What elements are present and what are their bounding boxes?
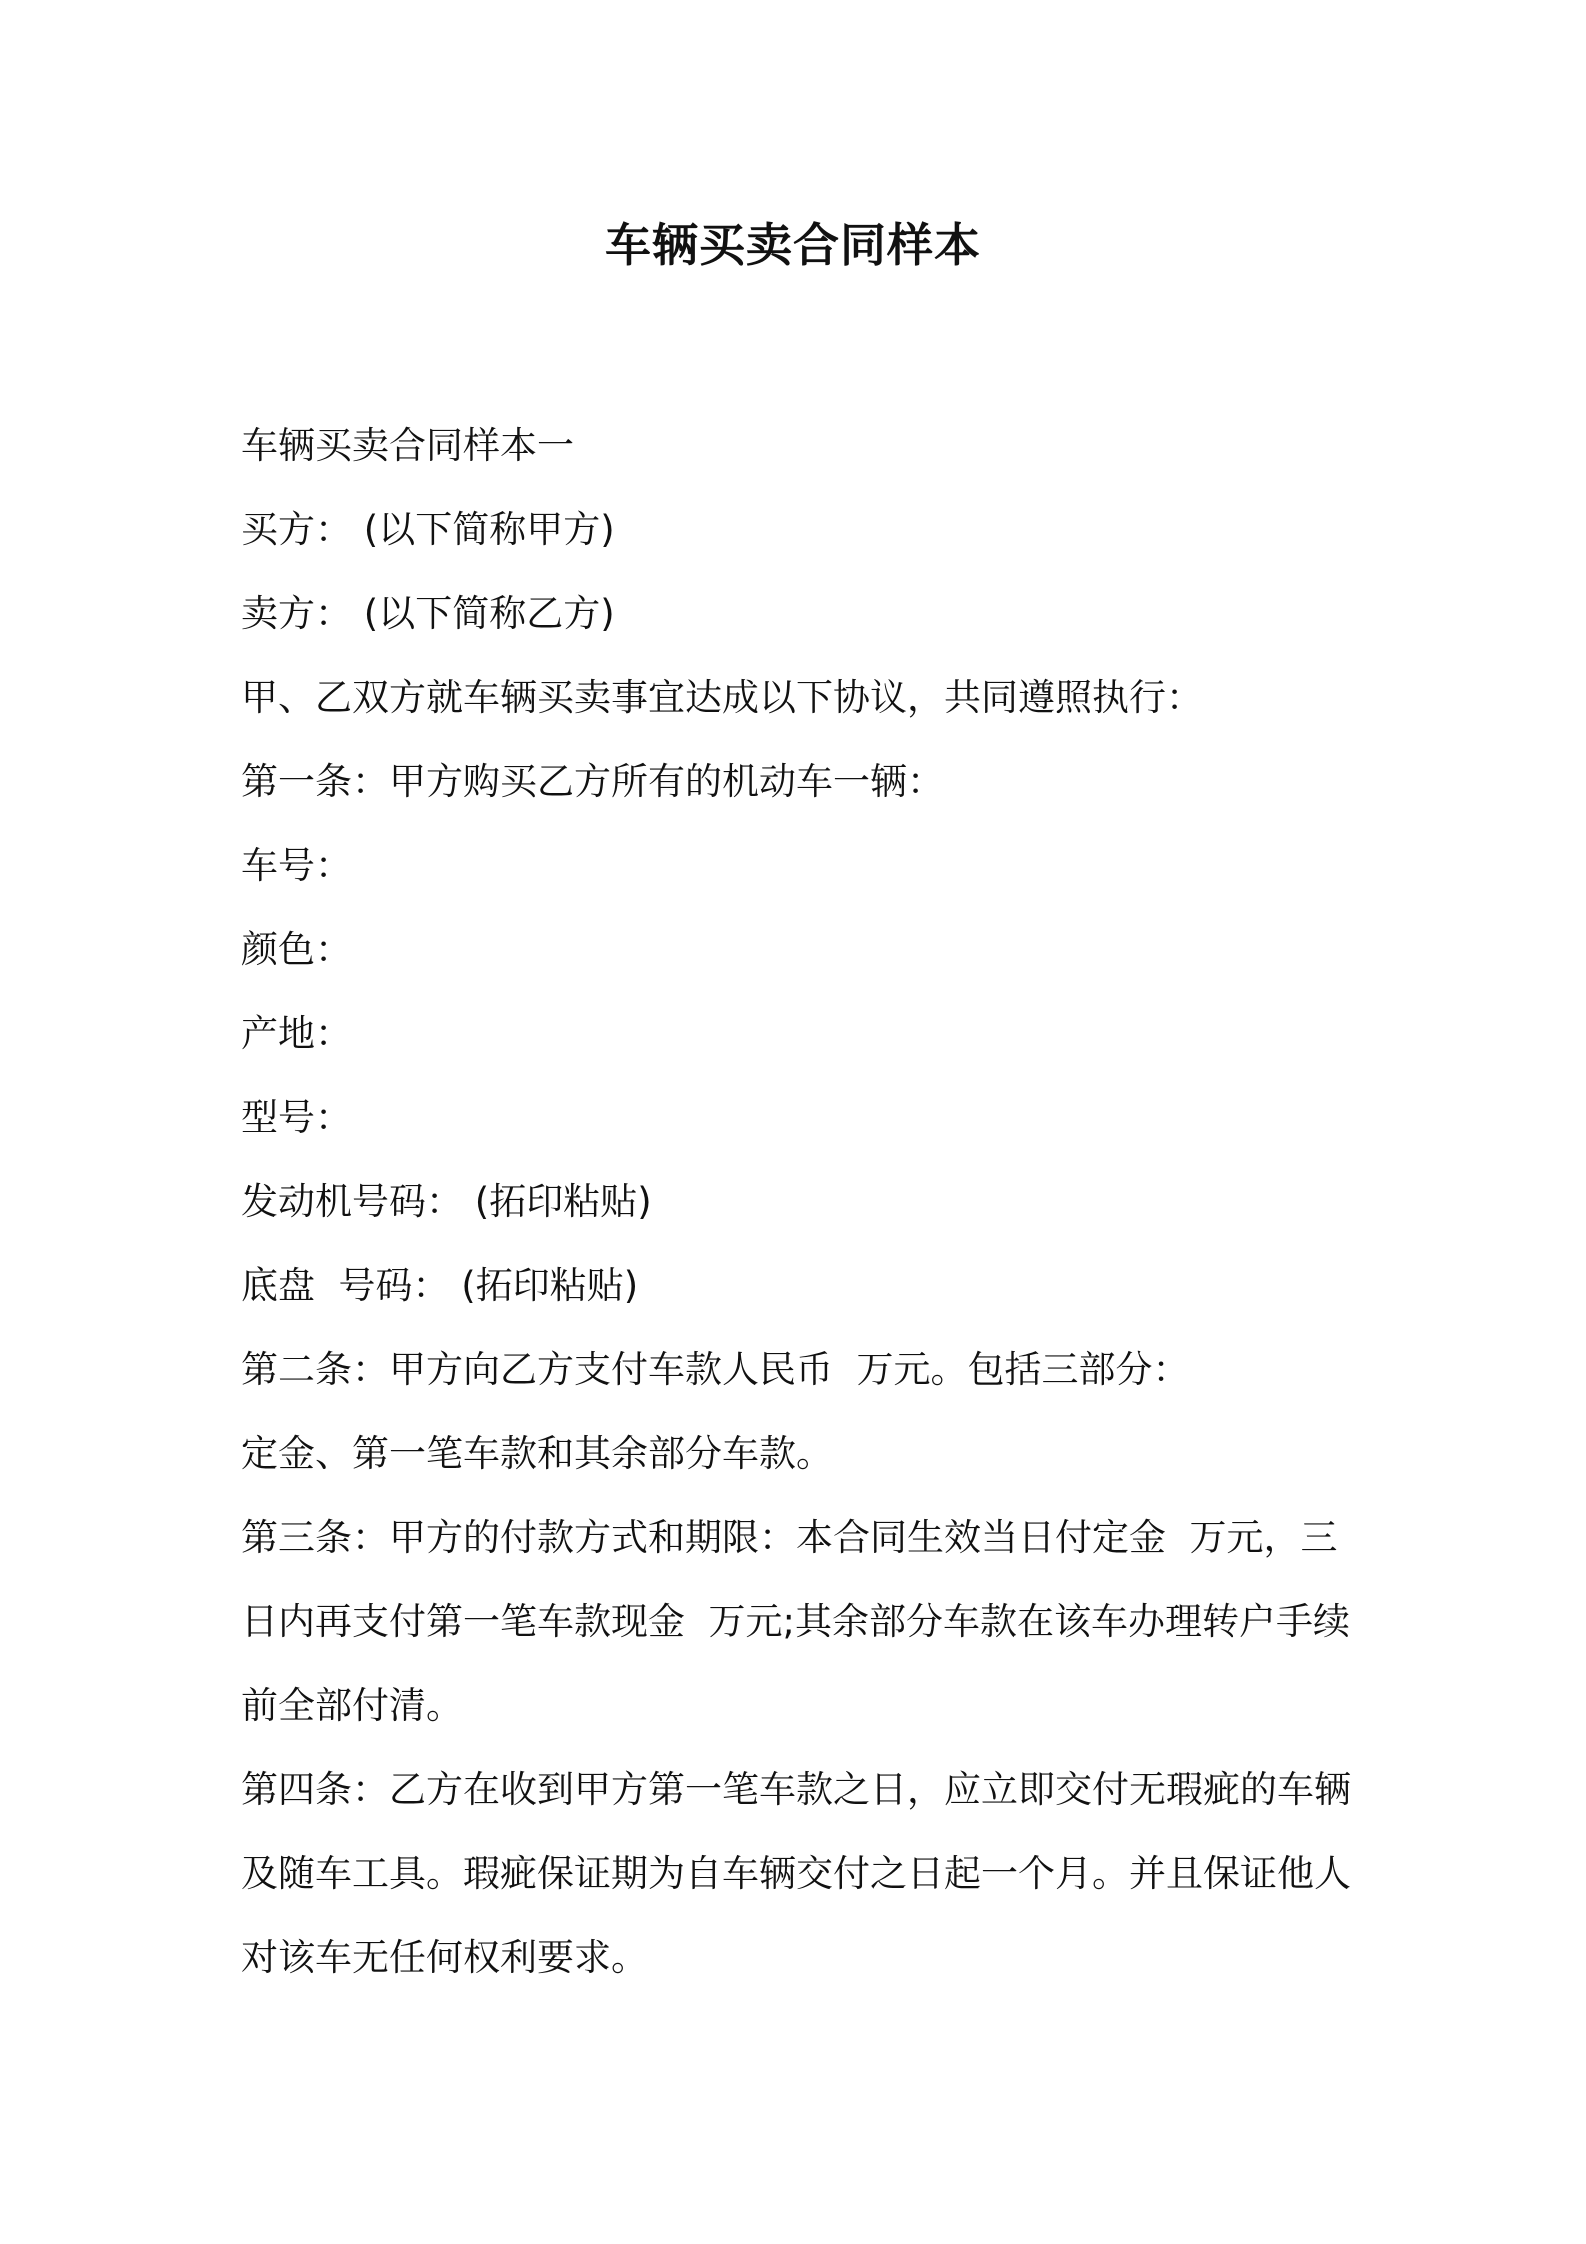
paragraph-article-1: 第一条：甲方购买乙方所有的机动车一辆：: [241, 760, 944, 803]
paragraph-agreement-intro: 甲、乙双方就车辆买卖事宜达成以下协议，共同遵照执行：: [241, 676, 1203, 719]
paragraph-engine-number: 发动机号码： (拓印粘贴): [241, 1180, 652, 1223]
paragraph-color: 颜色：: [241, 928, 352, 971]
document-title: 车辆买卖合同样本: [605, 218, 981, 272]
paragraph-model: 型号：: [241, 1096, 352, 1139]
paragraph-sample-heading: 车辆买卖合同样本一: [241, 424, 574, 467]
paragraph-origin: 产地：: [241, 1012, 352, 1055]
paragraph-buyer: 买方： (以下简称甲方): [241, 508, 615, 551]
paragraph-plate-number: 车号：: [241, 844, 352, 887]
paragraph-article-2: 第二条：甲方向乙方支付车款人民币 万元。包括三部分：: [241, 1348, 1190, 1391]
paragraph-seller: 卖方： (以下简称乙方): [241, 592, 615, 635]
paragraph-article-3: 第三条：甲方的付款方式和期限：本合同生效当日付定金 万元，三日内再支付第一笔车款现金 万元;其余部分车款在该车办理转户手续前全部付清。: [241, 1516, 1350, 1727]
paragraph-chassis-number: 底盘 号码： (拓印粘贴): [241, 1264, 639, 1307]
document-body: [241, 404, 1361, 2000]
paragraph-article-2-parts: 定金、第一笔车款和其余部分车款。: [241, 1432, 833, 1475]
paragraph-article-4: 第四条：乙方在收到甲方第一笔车款之日，应立即交付无瑕疵的车辆及随车工具。瑕疵保证期为自车辆交付之日起一个月。并且保证他人对该车无任何权利要求。: [241, 1768, 1351, 1979]
